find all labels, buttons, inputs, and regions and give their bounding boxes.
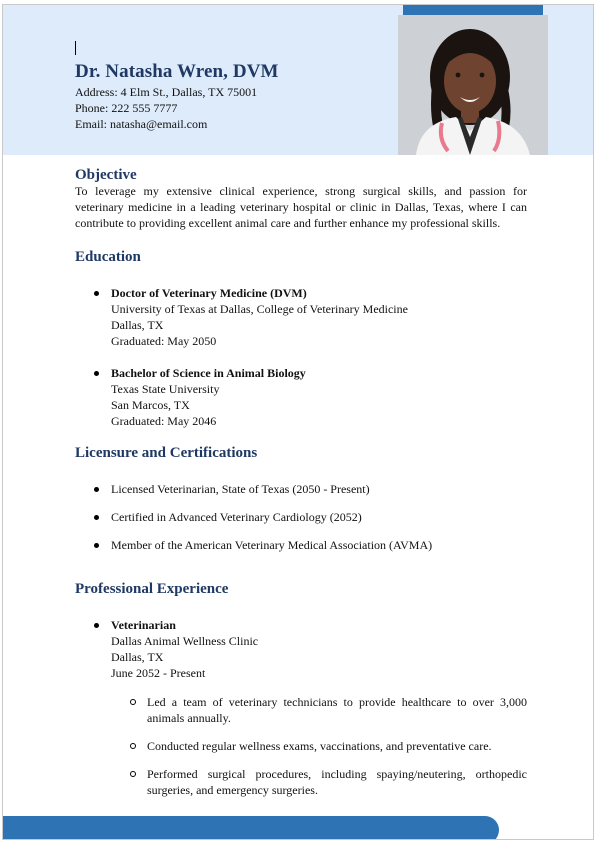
education-graduated: Graduated: May 2050 xyxy=(111,334,217,348)
objective-text: To leverage my extensive clinical experience, strong surgical skills, and passion for veterinary medicine in a leading veterinary hospital or clinic in Dallas, Texas, where I can contribute to providing excellent animal care and further enhance my professional skills. xyxy=(75,184,527,230)
education-location: Dallas, TX xyxy=(111,318,164,332)
job-location: Dallas, TX xyxy=(111,650,164,664)
objective-section xyxy=(75,165,527,231)
license-item: Member of the American Veterinary Medical Association (AVMA) xyxy=(75,537,527,553)
experience-heading: Professional Experience xyxy=(75,581,229,597)
job-item xyxy=(75,617,527,681)
job-dates: June 2052 - Present xyxy=(111,666,206,680)
job-employer: Dallas Animal Wellness Clinic xyxy=(111,634,259,648)
education-item xyxy=(75,285,527,349)
job-title: Veterinarian xyxy=(111,618,176,632)
job-duty: Led a team of veterinary technicians to provide healthcare to over 3,000 animals annually. xyxy=(75,694,527,726)
education-degree: Doctor of Veterinary Medicine (DVM) xyxy=(111,286,307,300)
education-section xyxy=(75,247,527,429)
education-school: Texas State University xyxy=(111,382,220,396)
experience-section xyxy=(75,579,527,798)
profile-photo xyxy=(398,15,548,155)
objective-heading: Objective xyxy=(75,167,137,183)
contact-phone: Phone: 222 555 7777 xyxy=(75,101,178,115)
licensure-heading: Licensure and Certifications xyxy=(75,445,258,461)
license-item: Licensed Veterinarian, State of Texas (2050 - Present) xyxy=(75,481,527,497)
resume-page xyxy=(2,4,594,840)
job-duty: Performed surgical procedures, including spaying/neutering, orthopedic surgeries, and emergency surgeries. xyxy=(75,766,527,798)
job-duty: Conducted regular wellness exams, vaccinations, and preventative care. xyxy=(75,738,527,754)
text-cursor xyxy=(75,41,76,55)
profile-photo-illustration xyxy=(398,15,548,155)
top-accent-bar xyxy=(403,5,543,15)
licensure-section xyxy=(75,443,527,553)
license-item: Certified in Advanced Veterinary Cardiology (2052) xyxy=(75,509,527,525)
contact-email: Email: natasha@email.com xyxy=(75,117,208,131)
education-school: University of Texas at Dallas, College of Veterinary Medicine xyxy=(111,302,408,316)
contact-block xyxy=(75,84,257,132)
education-heading: Education xyxy=(75,249,141,265)
education-item xyxy=(75,365,527,429)
contact-address: Address: 4 Elm St., Dallas, TX 75001 xyxy=(75,85,258,99)
education-degree: Bachelor of Science in Animal Biology xyxy=(111,366,306,380)
education-location: San Marcos, TX xyxy=(111,398,190,412)
candidate-name: Dr. Natasha Wren, DVM xyxy=(75,61,279,82)
bottom-accent-bar xyxy=(3,816,499,840)
education-graduated: Graduated: May 2046 xyxy=(111,414,217,428)
